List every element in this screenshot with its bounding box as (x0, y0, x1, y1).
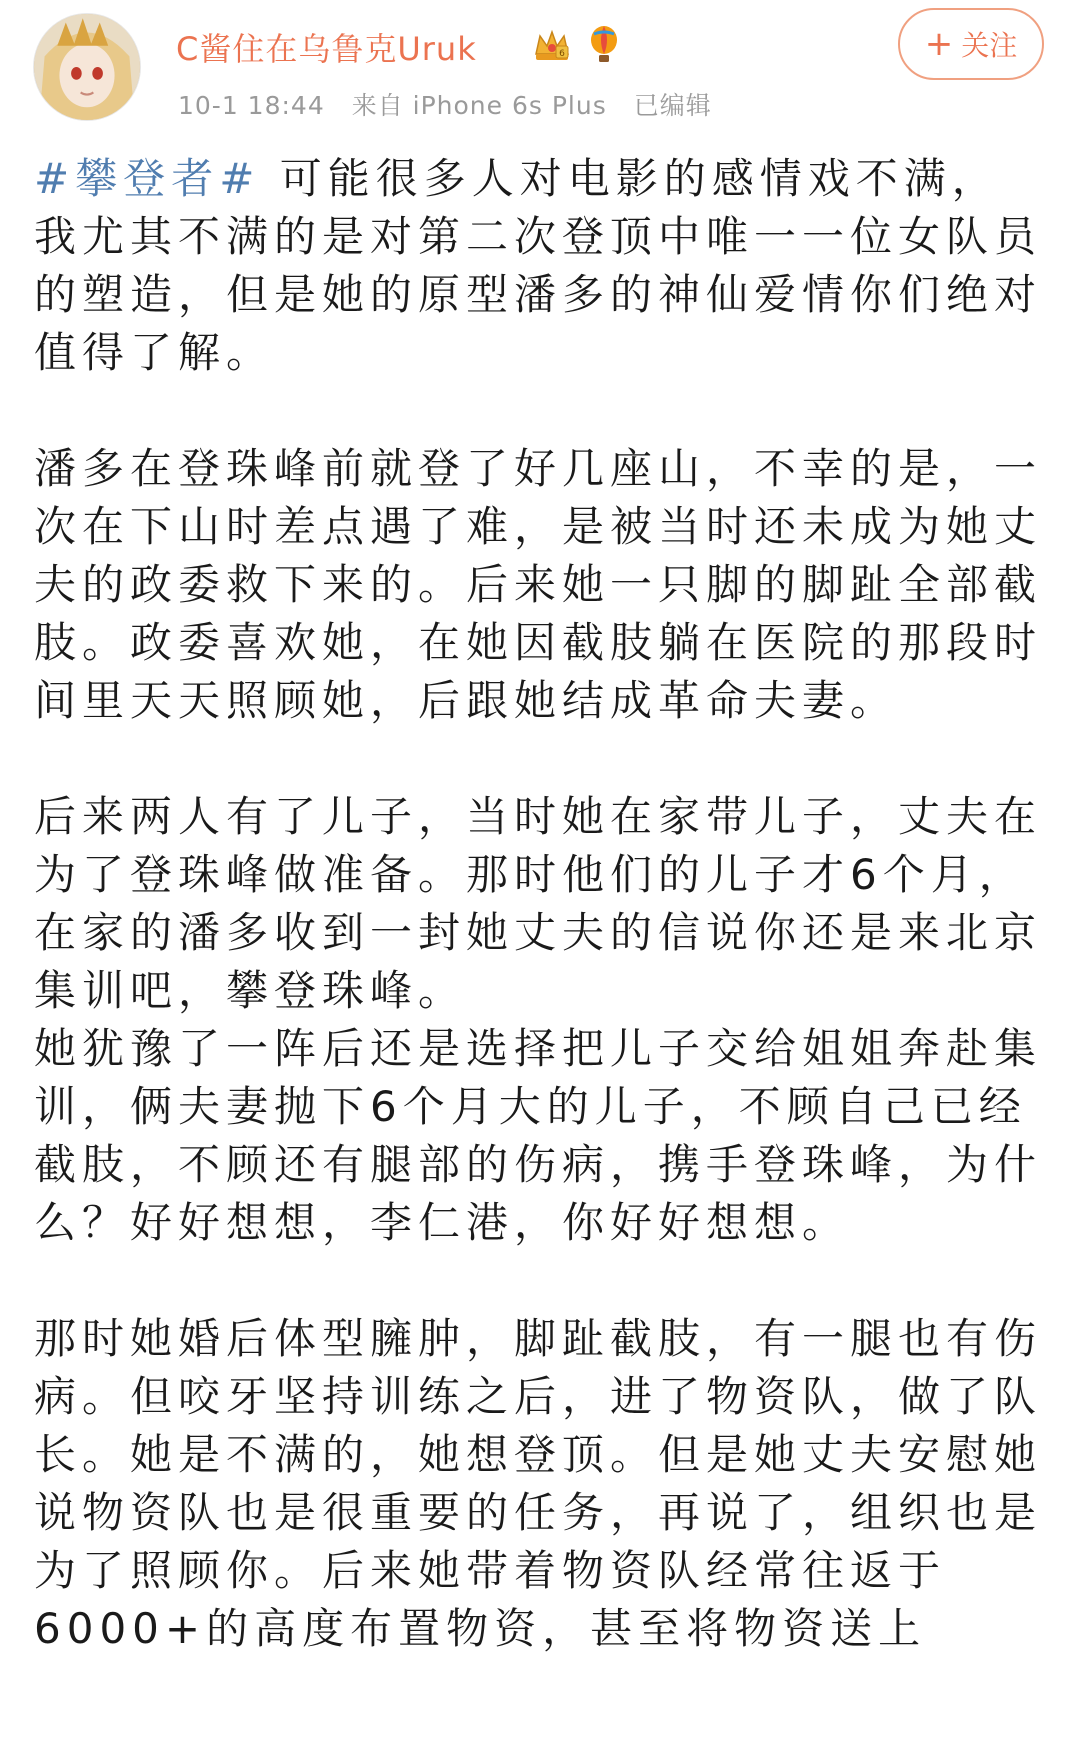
balloon-icon[interactable] (584, 24, 624, 64)
paragraph-2: 潘多在登珠峰前就登了好几座山，不幸的是，一次在下山时差点遇了难，是被当时还未成为她丈夫的政委救下来的。后来她一只脚的脚趾全部截肢。政委喜欢她，在她因截肢躺在医院的那段时间里天天照顾她，后跟她结成革命夫妻。 (34, 444, 1043, 725)
paragraph-1 (34, 150, 1044, 382)
post-time: 10-1 18:44 (178, 91, 325, 120)
paragraph-5: 那时她婚后体型臃肿，脚趾截肢，有一腿也有伤病。但咬牙坚持训练之后，进了物资队，做了队长。她是不满的，她想登顶。但是她丈夫安慰她说物资队也是很重要的任务，再说了，组织也是为了照顾你。后来她带着物资队经常往返于6000+的高度布置物资，甚至将物资送上 (34, 1314, 1043, 1653)
username[interactable]: C酱住在乌鲁克Uruk (176, 30, 477, 68)
svg-text:6: 6 (559, 49, 565, 59)
post-header (0, 0, 1080, 140)
post-source: 来自 iPhone 6s Plus (351, 91, 607, 120)
plus-icon: + (924, 24, 954, 64)
crown-icon[interactable] (532, 24, 572, 64)
avatar-image (34, 14, 140, 120)
avatar[interactable] (34, 14, 140, 120)
hashtag-link[interactable]: #攀登者# (34, 154, 261, 203)
paragraph-3: 后来两人有了儿子，当时她在家带儿子，丈夫在为了登珠峰做准备。那时他们的儿子才6个月，在家的潘多收到一封她丈夫的信说你还是来北京集训吧，攀登珠峰。 (34, 792, 1043, 1015)
paragraph-1-text: 可能很多人对电影的感情戏不满，我尤其不满的是对第二次登顶中唯一一位女队员的塑造，但是她的原型潘多的神仙爱情你们绝对值得了解。 (34, 154, 1043, 377)
post-body (34, 150, 1044, 1658)
follow-button[interactable] (898, 8, 1044, 80)
follow-label: 关注 (961, 29, 1018, 62)
paragraph-4: 她犹豫了一阵后还是选择把儿子交给姐姐奔赴集训，俩夫妻抛下6个月大的儿子，不顾自己已经截肢，不顾还有腿部的伤病，携手登珠峰，为什么？好好想想，李仁港，你好好想想。 (34, 1024, 1043, 1247)
post-meta (178, 86, 730, 122)
edited-label: 已编辑 (633, 91, 712, 120)
